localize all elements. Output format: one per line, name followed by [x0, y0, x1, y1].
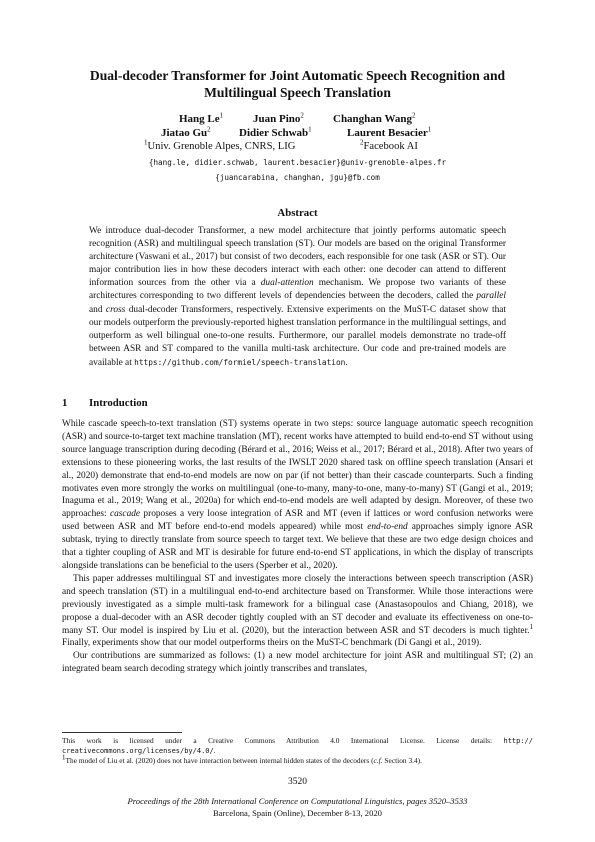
affiliation-2: $^2$Facebook AI — [360, 138, 418, 152]
abstract-heading: Abstract — [277, 207, 318, 219]
title-line-1: Dual-decoder Transformer for Joint Automatic Speech Recognition and — [89, 68, 506, 83]
section-heading-introduction: 1 Introduction — [62, 397, 148, 409]
author-row-1 — [70, 112, 525, 126]
intro-paragraph-2: This paper addresses multilingual ST and investigates more closely the interactions between speech transcription (ASR) and speech translation (ST) in a multilingual end-to-end architecture based on Transformer. While those interactions were previously investigated as a simple multi-task framework for a bilingual case (Anastasopoulos and Chiang, 2018), we propose a dual-decoder with an ASR decoder tightly coupled with an ST decoder and evaluate its effectiveness on one-to-many ST. Our model is inspired by Liu et al. (2020), but the interaction between ASR and ST decoders is much tighter.$^1$ Finally, experiments show that our model outperforms theirs on the MuST-C benchmark (Di Gangi et al., 2019). — [62, 573, 533, 649]
footnotes — [62, 732, 533, 766]
author-row-2 — [70, 126, 525, 140]
page-number: 3520 — [288, 777, 307, 787]
affiliations — [70, 140, 525, 154]
abstract-text: We introduce dual-decoder Transformer, a new model architecture that jointly performs automatic speech recognition (ASR) and multilingual speech translation (ST). Our models are based on the original Transformer architecture (Vaswani et al., 2017) but consist of two decoders, each responsible for one task (ASR or ST). Our major contribution lies in how these decoders interact with each other: one decoder can attend to different information sources from the other via a dual-attention mechanism. We propose two variants of these architectures corresponding to two different levels of dependencies between the decoders, called the parallel and cross dual-decoder Transformers, respectively. Extensive experiments on the MuST-C dataset show that our models outperform the previously-reported highest translation performance in the multilingual settings, and outperform as well bilingual one-to-one results. Furthermore, our parallel models demonstrate no trade-off between ASR and ST compared to the vanilla multi-task architecture. Our code and pre-trained models are available at https://github.com/formiel/speech-translation. — [89, 226, 507, 368]
author-changhan-wang: Changhan Wang$^2$ — [333, 111, 416, 125]
author-hang-le: Hang Le$^1$ — [179, 111, 224, 125]
footnote-divider — [62, 732, 182, 733]
email-list — [70, 155, 525, 185]
license-footnote: This work is licensed under a Creative Commons Attribution 4.0 International License. License details: http:// creativecommons.org/licenses/by/4.0/. — [62, 736, 533, 755]
footnote-marker[interactable]: 1 — [529, 622, 533, 631]
intro-paragraph-1: While cascade speech-to-text translation (ST) systems operate in two steps: source language automatic speech recognition (ASR) and source-to-target text machine translation (MT), recent works have attempted to build end-to-end ST without using source language transcription during decoding (Bérard et al., 2016; Weiss et al., 2017; Bérard et al., 2018). After two years of extensions to these pioneering works, the last results of the IWSLT 2020 shared task on offline speech translation (Ansari et al., 2020) demonstrate that end-to-end models are now on par (if not better) than their cascade counterparts. Such a finding motivates even more strongly the works on multilingual (one-to-many, many-to-one, many-to-many) ST (Gangi et al., 2019; Inaguma et al., 2019; Wang et al., 2020a) for which end-to-end models are well adapted by design. Moreover, of these two approaches: cascade proposes a very loose integration of ASR and MT (even if lattices or word confusion networks were used between ASR and MT before end-to-end models appeared) while most end-to-end approaches simply ignore ASR subtask, trying to directly translate from source speech to target text. We believe that these are two edge design choices and that a tighter coupling of ASR and MT is desirable for future end-to-end ST applications, in which the display of transcripts alongside translations can be beneficial to the users (Sperber et al., 2020). — [62, 419, 533, 571]
footnote-1: $^1$The model of Liu et al. (2020) does not have interaction between internal hidden states of the decoders (c.f. Section 3.4). — [62, 753, 422, 765]
email-line-2: {juancarabina, changhan, jgu}@fb.com — [215, 173, 380, 182]
proceedings-line-2: Barcelona, Spain (Online), December 8-13, 2020 — [213, 808, 382, 818]
title-line-2: Multilingual Speech Translation — [204, 85, 391, 100]
code-url-link[interactable]: https://github.com/formiel/speech-translation — [134, 357, 346, 367]
author-block — [70, 112, 525, 185]
author-jiatao-gu: Jiatao Gu$^2$ — [161, 125, 211, 139]
author-laurent-besacier: Laurent Besacier$^1$ — [347, 125, 432, 139]
license-url-link[interactable]: http:// creativecommons.org/licenses/by/4.0/ — [62, 737, 533, 755]
author-juan-pino: Juan Pino$^2$ — [253, 111, 304, 125]
intro-paragraph-3: Our contributions are summarized as follows: (1) a new model architecture for joint ASR and multilingual ST; (2) an integrated beam search decoding strategy which jointly transcribes and translates, — [62, 651, 533, 675]
proceedings-footer — [0, 795, 595, 819]
proceedings-line-1: Proceedings of the 28th International Conference on Computational Linguistics, pages 3520–3533 — [127, 796, 468, 806]
affiliation-1: $^1$Univ. Grenoble Alpes, CNRS, LIG — [144, 138, 296, 152]
email-line-1: {hang.le, didier.schwab, laurent.besacier}@univ-grenoble-alpes.fr — [148, 158, 447, 167]
paper-title — [70, 67, 525, 101]
introduction-body — [62, 418, 533, 676]
author-didier-schwab: Didier Schwab$^1$ — [239, 125, 312, 139]
